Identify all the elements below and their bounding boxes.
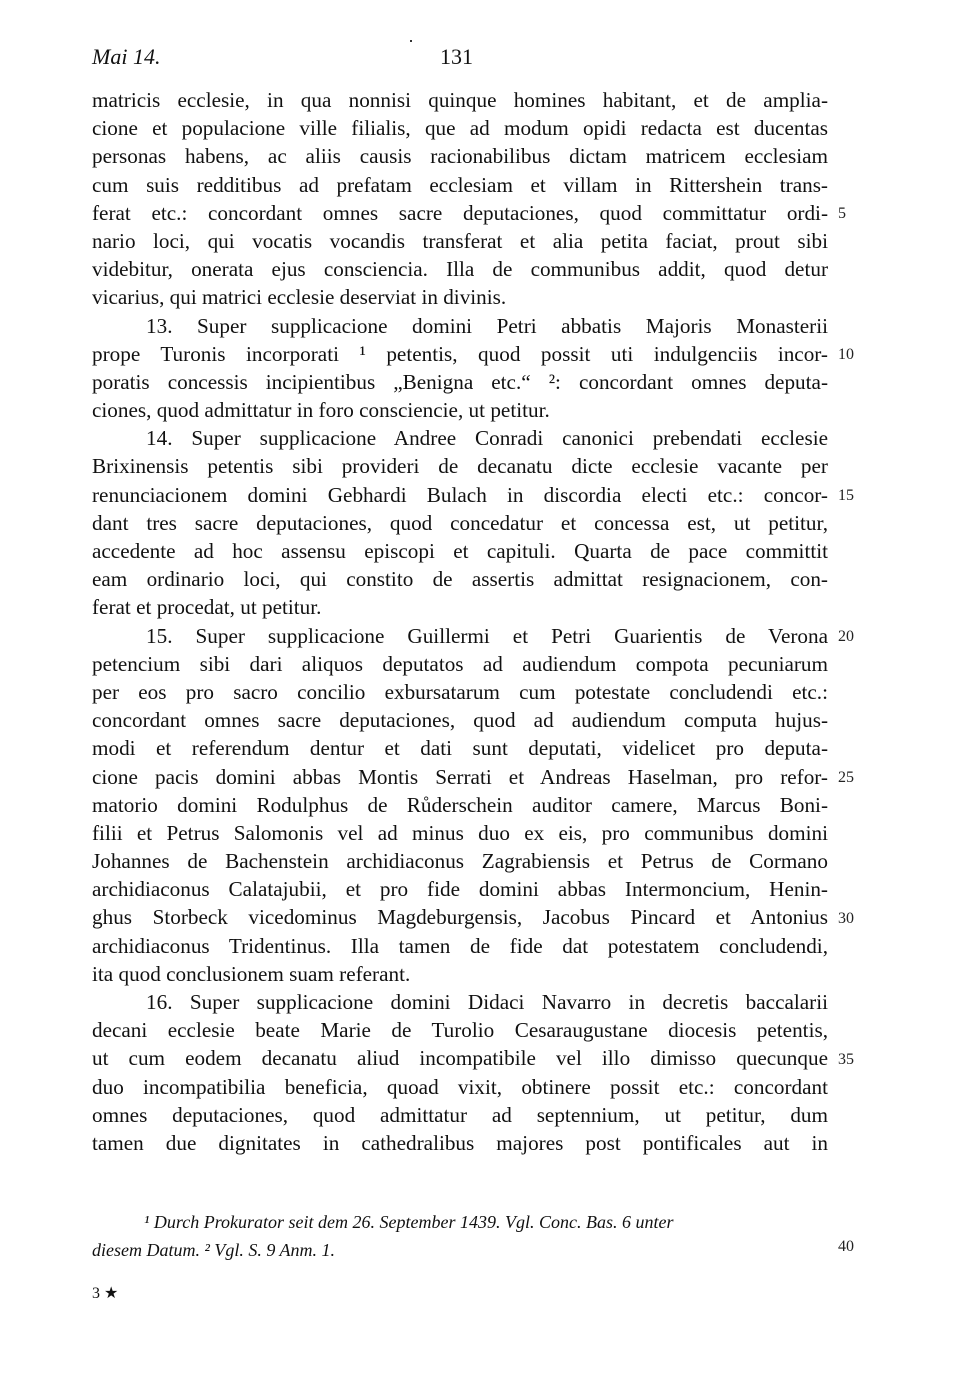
text-line: decani ecclesie beate Marie de Turolio Cesaraugustane diocesis petentis, [92, 1018, 828, 1043]
text-line: filii et Petrus Salomonis vel ad minus duo ex eis, pro communibus domini [92, 820, 828, 845]
text-line: renunciacionem domini Gebhardi Bulach in discordia electi etc.: concor- [92, 482, 828, 507]
text-line: ciones, quod admittatur in foro consciencie, ut petitur. [92, 398, 550, 423]
footnote-2: diesem Datum. ² Vgl. S. 9 Anm. 1. [92, 1240, 336, 1260]
header-rule-dot [410, 40, 412, 42]
text-line: modi et referendum dentur et dati sunt deputati, videlicet pro deputa- [92, 736, 828, 761]
text-line: poratis concessis incipientibus „Benigna etc.“ ²: concordant omnes deputa- [92, 369, 828, 394]
text-line: accedente ad hoc assensu episcopi et capituli. Quarta de pace committit [92, 539, 828, 563]
text-line: ita quod conclusionem suam referant. [92, 961, 411, 986]
text-line: dant tres sacre deputaciones, quod concedatur et concessa est, ut petitur, [92, 510, 828, 535]
margin-line-number: 10 [838, 345, 854, 363]
margin-line-number: 35 [838, 1050, 854, 1068]
text-line: 13. Super supplicacione domini Petri abbatis Majoris Monasterii [146, 313, 828, 338]
margin-line-number: 15 [838, 486, 854, 504]
footnote-1: ¹ Durch Prokurator seit dem 26. September 1439. Vgl. Conc. Bas. 6 unter [144, 1212, 674, 1232]
text-line: nario loci, qui vocatis vocandis transferat et alia petita faciat, prout sibi [92, 228, 828, 253]
text-line: 14. Super supplicacione Andree Conradi canonici prebendati ecclesie [146, 426, 828, 451]
text-line: cione et populacione ville filialis, que ad modum opidi redacta est ducentas [92, 116, 828, 141]
margin-line-number: 30 [838, 909, 854, 927]
text-line: omnes deputaciones, quod admittatur ad septennium, ut petitur, dum [92, 1102, 828, 1127]
text-line: tamen due dignitates in cathedralibus majores post pontificales aut in [92, 1130, 828, 1155]
text-line: ghus Storbeck vicedominus Magdeburgensis, Jacobus Pincard et Antonius [92, 905, 828, 930]
text-line: petencium sibi dari aliquos deputatos ad audiendum compota pecuniarum [92, 651, 828, 676]
text-line: ferat et procedat, ut petitur. [92, 595, 322, 620]
signature-mark: 3 ★ [92, 1285, 119, 1302]
text-line: archidiaconus Tridentinus. Illa tamen de fide dat potestatem concludendi, [92, 933, 828, 958]
text-line: cum suis redditibus ad prefatam ecclesiam et villam in Rittershein trans- [92, 172, 828, 197]
text-line: concordant omnes sacre deputaciones, quod ad audiendum computa hujus- [92, 708, 828, 733]
margin-line-number-40: 40 [838, 1238, 854, 1255]
text-line: prope Turonis incorporati ¹ petentis, quod possit uti indulgenciis incor- [92, 341, 828, 366]
text-line: Brixinensis petentis sibi provideri de decanatu dicte ecclesie vacante per [92, 454, 828, 479]
text-line: per eos pro sacro concilio exbursatarum cum potestate concludendi etc.: [92, 679, 828, 704]
running-header-date: Mai 14. [92, 44, 161, 69]
text-line: archidiaconus Calatajubii, et pro fide domini abbas Intermoncium, Henin- [92, 877, 828, 902]
main-text [92, 86, 828, 1157]
footnotes [92, 1208, 828, 1264]
text-line: vicarius, qui matrici ecclesie deserviat in divinis. [92, 285, 507, 310]
text-line: matricis ecclesie, in qua nonnisi quinque homines habitant, et de amplia- [92, 88, 828, 112]
text-line: ut cum eodem decanatu aliud incompatibile vel illo dimisso quecunque [92, 1046, 828, 1071]
text-line: matorio domini Rodulphus de Růderschein auditor camere, Marcus Boni- [92, 792, 828, 817]
text-line: 16. Super supplicacione domini Didaci Navarro in decretis baccalarii [146, 990, 828, 1014]
page-number: 131 [440, 44, 473, 69]
margin-line-number: 5 [838, 204, 846, 222]
text-line: cione pacis domini abbas Montis Serrati et Andreas Haselman, pro refor- [92, 764, 828, 789]
margin-line-number: 25 [838, 768, 854, 786]
text-line: duo incompatibilia beneficia, quoad vixit, obtinere possit etc.: concordant [92, 1074, 828, 1099]
text-line: 15. Super supplicacione Guillermi et Petri Guarientis de Verona [146, 623, 828, 648]
text-line: ferat etc.: concordant omnes sacre deputaciones, quod committatur ordi- [92, 200, 828, 225]
text-line: personas habens, ac aliis causis racionabilibus dictam matricem ecclesiam [92, 144, 828, 169]
text-line: eam ordinario loci, qui constito de assertis admittat resignacionem, con- [92, 567, 828, 592]
text-line: videbitur, onerata ejus consciencia. Illa de communibus addit, quod detur [92, 257, 828, 282]
margin-line-number: 20 [838, 627, 854, 645]
text-line: Johannes de Bachenstein archidiaconus Zagrabiensis et Petrus de Cormano [92, 849, 828, 874]
